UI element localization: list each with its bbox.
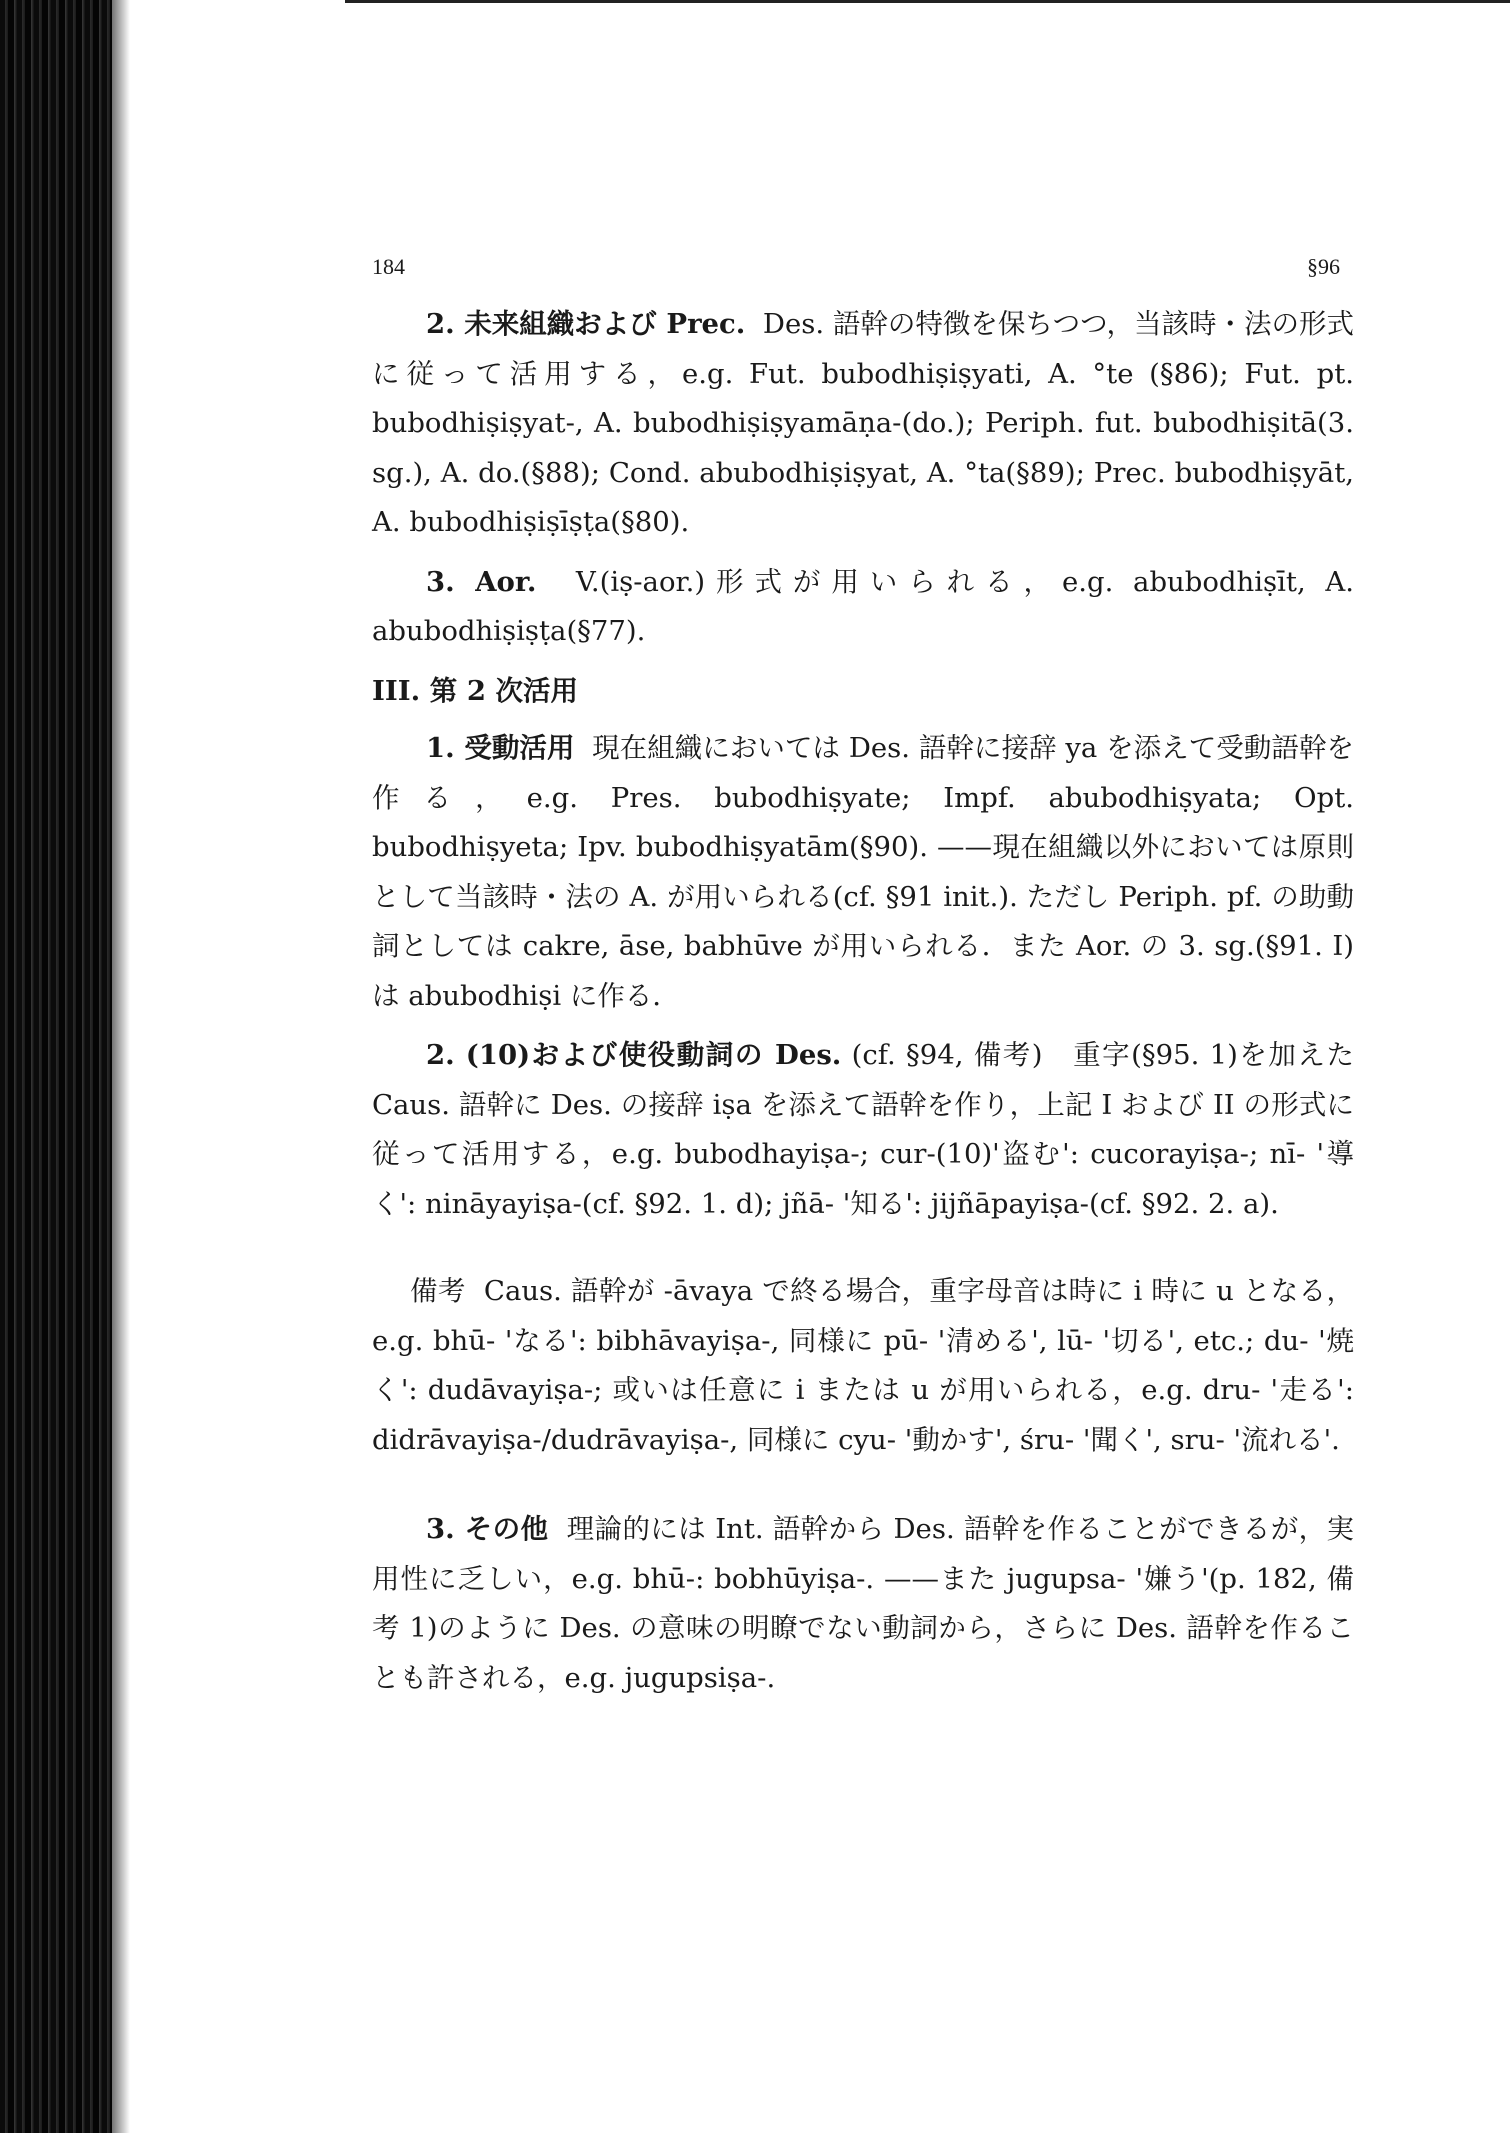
paragraph-label: 3. Aor. bbox=[426, 565, 537, 598]
section-heading: III. 第 2 次活用 bbox=[372, 674, 579, 707]
note-label: 備考 bbox=[410, 1275, 466, 1307]
paragraph-label: 2. (10)および使役動詞の Des. bbox=[426, 1039, 842, 1071]
scanned-book-spine-edge bbox=[0, 0, 112, 2133]
paragraph-passive bbox=[372, 724, 1354, 1021]
paragraph-text: 理論的には Int. 語幹から Des. 語幹を作ることができるが，実用性に乏しい，e.g. bhū-: bobhūyiṣa-. ——また jugupsa- '嫌う'(p. 182, 備考 1)のように Des. の意味の明瞭でない動詞から，さらに Des. 語幹を作ることも許される，e.g. jugupsiṣa-. bbox=[372, 1513, 1354, 1694]
section-number: §96 bbox=[1307, 254, 1340, 279]
paragraph-text: Des. 語幹の特徴を保ちつつ，当該時・法の形式に従って活用する，e.g. Fut. bubodhiṣiṣyati, A. °te (§86); Fut. pt. bubodhiṣiṣyat-, A. bubodhiṣiṣyamāṇa-(do.); Periph. fut. bubodhiṣitā(3. sg.), A. do.(§88); Cond. abubodhiṣiṣyat, A. °ta(§89); Prec. bubodhiṣyāt, A. bubodhiṣiṣīṣṭa(§80). bbox=[372, 308, 1355, 538]
paragraph-future-prec bbox=[372, 300, 1354, 548]
page-number: 184 bbox=[372, 254, 405, 279]
paragraph-text: 現在組織においては Des. 語幹に接辞 ya を添えて受動語幹を作る，e.g. Pres. bubodhiṣyate; Impf. abubodhiṣyata; Opt. bubodhiṣyeta; Ipv. bubodhiṣyatām(§90). ——現在組織以外においては原則として当該時・法の A. が用いられる(cf. §91 init.). ただし Periph. pf. の助動詞としては cakre, āse, babhūve が用いられる．また Aor. の 3. sg.(§91. I)は abubodhiṣi に作る． bbox=[372, 732, 1354, 1012]
paragraph-label: 2. 未来組織および Prec. bbox=[426, 308, 746, 340]
paragraph-label: 1. 受動活用 bbox=[426, 732, 575, 764]
paragraph-causative-des bbox=[372, 1031, 1354, 1229]
paragraph-text: (cf. §94, 備考) 重字(§95. 1)を加えた Caus. 語幹に Des. の接辞 iṣa を添えて語幹を作り，上記 I および II の形式に従って活用する，e.g. bubodhayiṣa-; cur-(10)'盗む': cucorayiṣa-; nī- '導く': nināyayiṣa-(cf. §92. 1. d); jñā- '知る': jijñāpayiṣa-(cf. §92. 2. a). bbox=[372, 1039, 1354, 1220]
page-header bbox=[372, 254, 1340, 288]
remark-note bbox=[372, 1267, 1354, 1465]
paragraph-other bbox=[372, 1505, 1354, 1703]
paragraph-text: V.(iṣ-aor.)形式が用いられる，e.g. abubodhiṣīt, A. abubodhiṣiṣṭa(§77). bbox=[372, 565, 1355, 647]
top-edge-rule bbox=[345, 0, 1510, 3]
paragraph-aorist bbox=[372, 558, 1354, 657]
note-text: Caus. 語幹が -āvaya で終る場合，重字母音は時に i 時に u となる，e.g. bhū- 'なる': bibhāvayiṣa-, 同様に pū- '清める', lū- '切る', etc.; du- '焼く': dudāvayiṣa-; 或いは任意に i または u が用いられる，e.g. dru- '走る': didrāvayiṣa-/dudrāvayiṣa-, 同様に cyu- '動かす', śru- '聞く', sru- '流れる'. bbox=[372, 1275, 1355, 1456]
paragraph-label: 3. その他 bbox=[426, 1513, 549, 1545]
page-body bbox=[372, 300, 1354, 1713]
